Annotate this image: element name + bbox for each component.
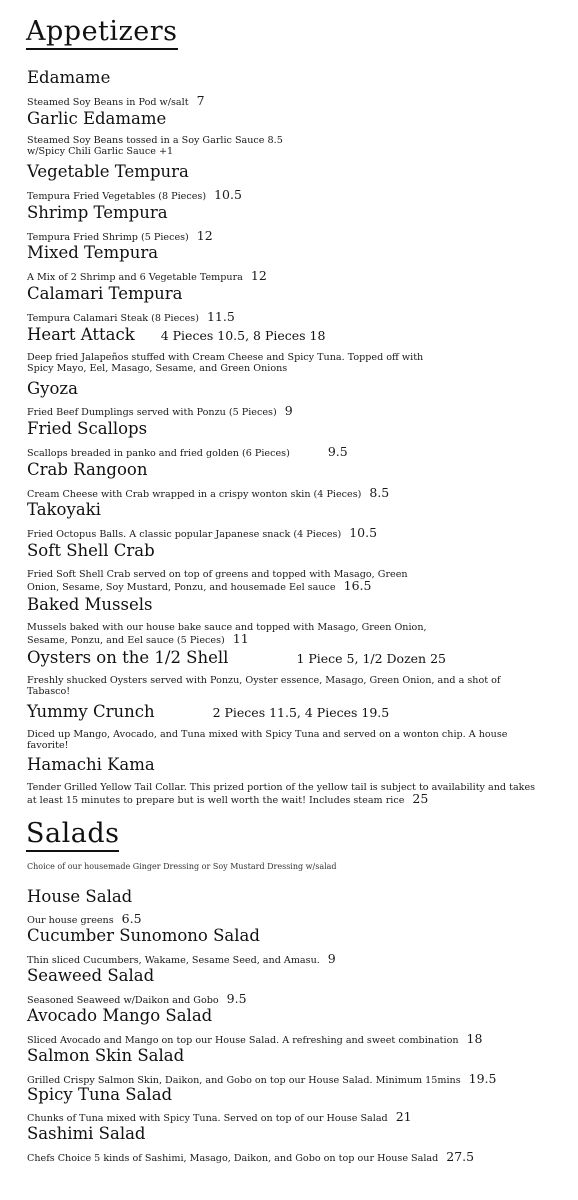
menu-item-inline-price: 2 Pieces 11.5, 4 Pieces 19.5 [212,705,390,720]
desc-text: Chunks of Tuna mixed with Spicy Tuna. Served on top of our House Salad [27,1113,388,1124]
menu-item-description [27,95,547,108]
desc-text: Sliced Avocado and Mango on top our House Salad. A refreshing and sweet combination [27,1035,459,1046]
menu-item-name: Salmon Skin Salad [27,1046,185,1065]
desc-text: A Mix of 2 Shrimp and 6 Vegetable Tempura [27,272,243,283]
menu-item-name [27,648,446,669]
menu-item-description: Diced up Mango, Avocado, and Tuna mixed with Spicy Tuna and served on a wonton chip. A house favorite! [27,729,508,751]
salads-heading: Salads [26,818,119,852]
appetizers-heading: Appetizers [26,16,178,50]
menu-item-name: Shrimp Tempura [27,203,168,222]
menu-item-name: Gyoza [27,379,78,398]
menu-item-price: 9 [327,951,336,966]
desc-text: Tempura Fried Shrimp (5 Pieces) [27,232,189,243]
menu-item-description [27,311,547,324]
menu-item-description [27,913,547,926]
menu-item-price: 12 [250,268,267,283]
menu-item-name: Takoyaki [27,500,101,519]
menu-item-price: 8.5 [369,485,390,500]
menu-item-price: 27.5 [446,1149,475,1164]
menu-item-name: Avocado Mango Salad [27,1006,213,1025]
desc-text: Tempura Calamari Steak (8 Pieces) [27,313,199,324]
menu-item-description [27,189,547,202]
menu-item-name: Calamari Tempura [27,284,183,303]
menu-item-description: Deep fried Jalapeños stuffed with Cream Cheese and Spicy Tuna. Topped off with Spicy Mayo, Eel, Masago, Sesame, and Green Onions [27,352,424,374]
menu-item-name: Garlic Edamame [27,109,167,128]
desc-text: Mussels baked with our house bake sauce and topped with Masago, Green Onion, Sesame, Ponzu, and Eel sauce (5 Pieces) [27,622,427,646]
menu-item-name: Crab Rangoon [27,460,148,479]
desc-text: Cream Cheese with Crab wrapped in a crispy wonton skin (4 Pieces) [27,489,362,500]
menu-item-name: Baked Mussels [27,595,153,614]
menu-item-name: Hamachi Kama [27,755,155,774]
menu-item-description [27,782,545,806]
menu-item-price: 21 [395,1109,412,1124]
menu-item-description [27,1033,547,1046]
menu-item-price: 10.5 [214,187,242,202]
menu-item-name: Mixed Tempura [27,243,159,262]
item-title: Oysters on the 1/2 Shell [27,648,229,667]
menu-item-description [27,527,547,540]
menu-item-description [27,230,547,243]
menu-item-price: 11.5 [206,309,235,324]
menu-item-price: 16.5 [343,578,372,593]
menu-item-name: Spicy Tuna Salad [27,1085,173,1104]
menu-item-price: 10.5 [349,525,378,540]
item-title: Heart Attack [27,325,135,344]
menu-item-description [27,953,547,966]
menu-item-name: Sashimi Salad [27,1124,146,1143]
menu-item-price: 9.5 [226,991,247,1006]
desc-text: Scallops breaded in panko and fried golden (6 Pieces) [27,448,290,459]
desc-text: Tender Grilled Yellow Tail Collar. This prized portion of the yellow tail is subject to availability and takes at least 15 minutes to prepare but is well worth the wait! Includes steam rice [27,782,536,806]
menu-item-price: 9.5 [327,444,348,459]
menu-item-name [27,702,389,723]
menu-item-description [27,993,547,1006]
menu-item-description [27,569,437,593]
menu-item-description [27,487,547,500]
menu-item-description [27,405,547,418]
menu-item-price: 6.5 [121,911,142,926]
menu-item-name: Fried Scallops [27,419,148,438]
desc-text: Fried Soft Shell Crab served on top of greens and topped with Masago, Green Onion, Sesame, Soy Mustard, Ponzu, and housemade Eel sauce [27,569,408,593]
menu-item-name: Cucumber Sunomono Salad [27,926,260,945]
menu-item-description [27,1151,547,1164]
menu-item-price: 7 [196,93,205,108]
menu-item-name: Edamame [27,68,111,87]
desc-text: Our house greens [27,915,114,926]
menu-item-name: Vegetable Tempura [27,162,189,181]
desc-text: Chefs Choice 5 kinds of Sashimi, Masago, Daikon, and Gobo on top our House Salad [27,1153,439,1164]
desc-text: Steamed Soy Beans in Pod w/salt [27,97,189,108]
desc-text: Fried Octopus Balls. A classic popular Japanese snack (4 Pieces) [27,529,342,540]
desc-text: Thin sliced Cucumbers, Wakame, Sesame Seed, and Amasu. [27,955,320,966]
menu-item-name [27,325,325,346]
menu-item-price: 11 [232,631,249,646]
menu-item-name: Soft Shell Crab [27,541,155,560]
menu-item-inline-price: 4 Pieces 10.5, 8 Pieces 18 [160,328,326,343]
menu-item-description: Steamed Soy Beans tossed in a Soy Garlic Sauce 8.5 w/Spicy Chili Garlic Sauce +1 [27,135,283,157]
menu-item-description: Freshly shucked Oysters served with Ponzu, Oyster essence, Masago, Green Onion, and a shot of Tabasco! [27,675,501,697]
item-title: Yummy Crunch [27,702,155,721]
desc-text: Tempura Fried Vegetables (8 Pieces) [27,191,207,202]
menu-item-name: House Salad [27,887,133,906]
desc-text: Seasoned Seaweed w/Daikon and Gobo [27,995,219,1006]
menu-item-description [27,270,547,283]
desc-text: Grilled Crispy Salmon Skin, Daikon, and Gobo on top our House Salad. Minimum 15mins [27,1075,461,1086]
menu-item-price: 19.5 [468,1071,497,1086]
menu-item-inline-price: 1 Piece 5, 1/2 Dozen 25 [296,651,446,666]
menu-item-price: 12 [196,228,213,243]
menu-item-description [27,622,437,646]
menu-item-name: Seaweed Salad [27,966,155,985]
desc-text: Fried Beef Dumplings served with Ponzu (5 Pieces) [27,407,277,418]
dressing-note: Choice of our housemade Ginger Dressing or Soy Mustard Dressing w/salad [27,862,337,871]
menu-item-description [27,446,547,459]
menu-item-description [27,1111,547,1124]
menu-item-price: 9 [284,403,293,418]
menu-item-price: 25 [412,791,429,806]
menu-item-price: 18 [466,1031,483,1046]
